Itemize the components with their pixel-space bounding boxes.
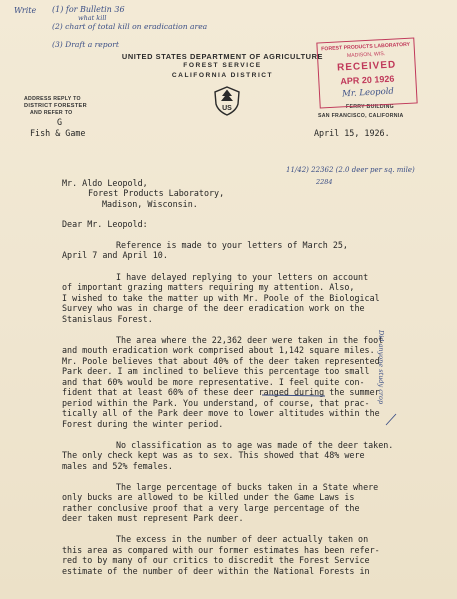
salutation: Dear Mr. Leopold: — [62, 219, 148, 229]
body-line: Reference is made to your letters of March 25, — [116, 240, 348, 250]
recipient-name: Mr. Aldo Leopold, — [62, 178, 148, 188]
body-line: Mr. Poole believes that about 40% of the deer taken represented — [62, 356, 380, 366]
body-line: No classification as to age was made of the deer taken. — [116, 440, 394, 450]
body-line: rather conclusive proof that a very large percentage of the — [62, 503, 360, 513]
body-line: of important grazing matters requiring my attention. Also, — [62, 282, 355, 292]
address-reply-label: ADDRESS REPLY TO — [24, 96, 81, 102]
letter-date: April 15, 1926. — [314, 128, 390, 138]
handwritten-ref-note: 11/42) 22362 (2.0 deer per sq. mile) — [286, 166, 415, 174]
body-line: fident that at least 60% of these deer ranged during the summer — [62, 387, 380, 397]
stamp-lab-name: FOREST PRODUCTS LABORATORY — [321, 41, 411, 53]
building-label: FERRY BUILDING — [346, 104, 395, 110]
recipient-org: Forest Products Laboratory, — [88, 188, 225, 198]
body-line: and that 60% would be more representative. I feel quite con- — [62, 377, 365, 387]
body-line: this area as compared with our former estimates has been refer- — [62, 545, 380, 555]
refer-subject: Fish & Game — [30, 128, 86, 138]
handwritten-note-draft: (3) Draft a report — [52, 40, 119, 49]
recipient-city: Madison, Wisconsin. — [102, 199, 198, 209]
handwritten-note-what-kill: what kill — [78, 14, 107, 22]
body-line: The only check kept was as to sex. This showed that 48% were — [62, 450, 365, 460]
body-line: males and 52% females. — [62, 461, 173, 471]
body-line: period within the Park. You understand, of course, that prac- — [62, 398, 370, 408]
letterhead-service: FOREST SERVICE — [183, 62, 262, 69]
refer-to-label: AND REFER TO — [30, 110, 73, 116]
body-line: The area where the 22,362 deer were taken in the foot — [116, 335, 384, 345]
city-label: SAN FRANCISCO, CALIFORNIA — [318, 113, 404, 119]
body-line: I wished to take the matter up with Mr. Poole of the Biological — [62, 293, 380, 303]
handwritten-ref-number: 2284 — [316, 178, 333, 186]
stamp-date: APR 20 1926 — [340, 73, 395, 87]
letterhead-district: CALIFORNIA DISTRICT — [171, 72, 274, 79]
body-line: and mouth eradication work comprised about 1,142 square miles. — [62, 345, 375, 355]
handwritten-note-bulletin: (1) for Bulletin 36 — [52, 5, 125, 14]
body-line: The large percentage of bucks taken in a State where — [116, 482, 379, 492]
body-line: tically all of the Park deer move to lower altitudes within the — [62, 408, 380, 418]
body-line: deer taken must represent Park deer. — [62, 513, 244, 523]
handwritten-note-write: Write — [14, 6, 37, 15]
letterhead-department: UNITED STATES DEPARTMENT OF AGRICULTURE — [121, 52, 324, 61]
body-line: Forest during the winter period. — [62, 419, 224, 429]
svg-text:US: US — [222, 105, 232, 112]
body-line: Park deer. I am inclined to believe this percentage too small — [62, 366, 370, 376]
stamp-received: RECEIVED — [336, 59, 397, 74]
body-line: The excess in the number of deer actually taken on — [116, 534, 369, 544]
stamp-city: MADISON, WIS. — [346, 51, 386, 60]
district-forester-label: DISTRICT FORESTER — [24, 103, 87, 109]
handwritten-margin-note: Did anyone study crop — [377, 330, 385, 405]
handwritten-note-chart: (2) chart of total kill on eradication area — [52, 22, 208, 31]
stamp-initials: Mr. Leopold — [341, 86, 395, 100]
body-line: only bucks are allowed to be killed under the Game Laws is — [62, 492, 355, 502]
body-line: Stanislaus Forest. — [62, 314, 153, 324]
refer-code: G — [57, 117, 63, 127]
body-line: I have delayed replying to your letters on account — [116, 272, 369, 282]
body-line: estimate of the number of deer within the National Forests in — [62, 566, 370, 576]
body-line: April 7 and April 10. — [62, 250, 168, 260]
body-line: red to by many of our critics to discredit the Forest Service — [62, 555, 370, 565]
body-line: Survey who was in charge of the deer eradication work on the — [62, 303, 365, 313]
